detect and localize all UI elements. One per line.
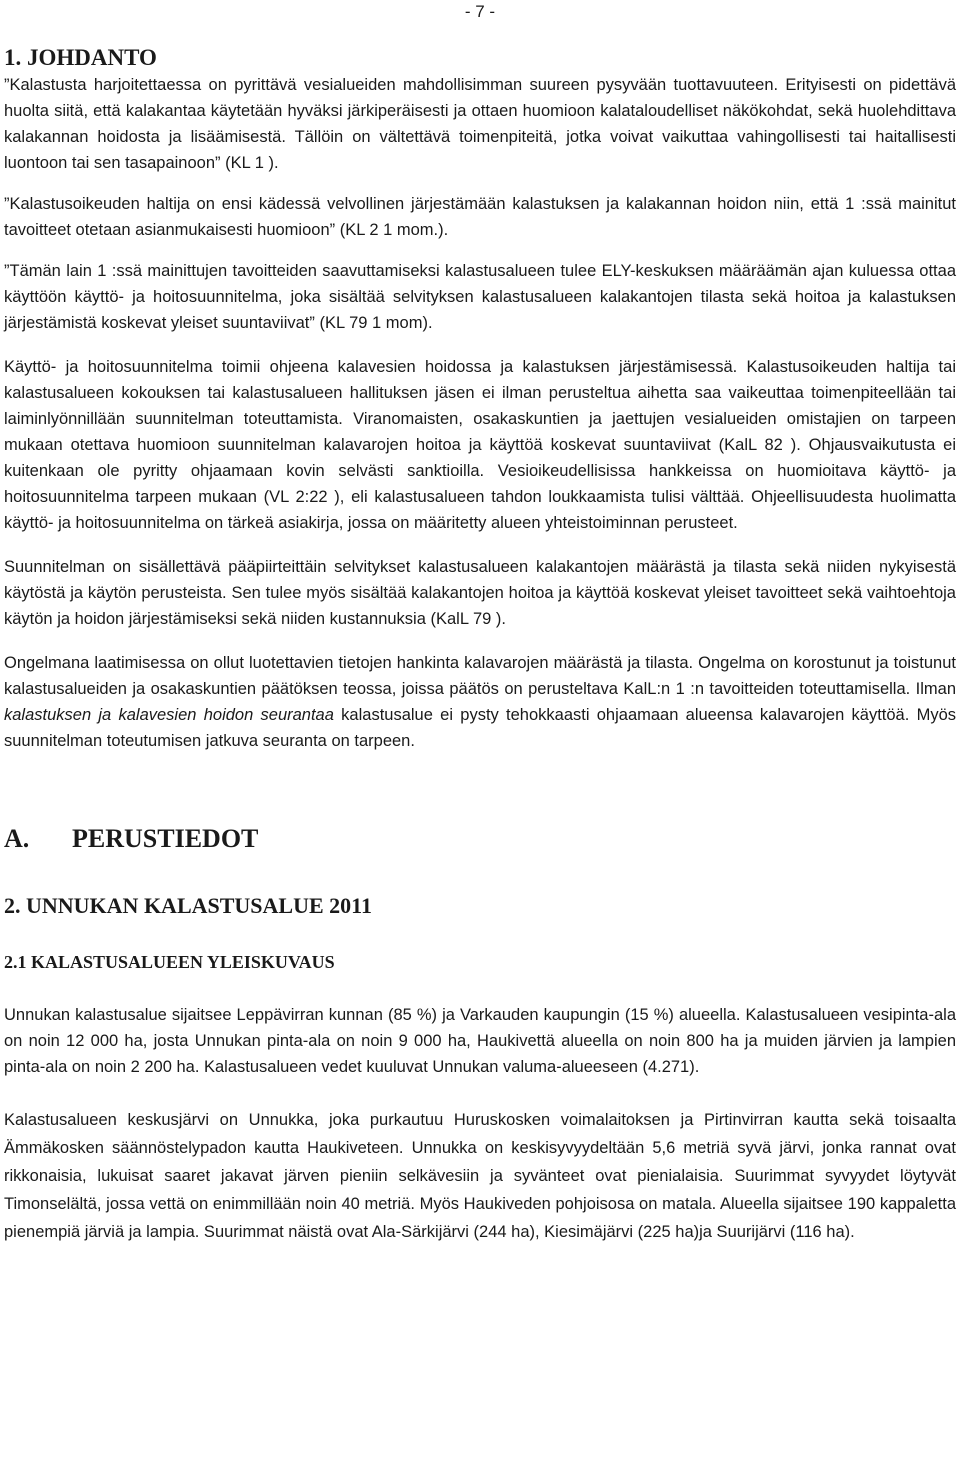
section-spacer <box>4 974 956 1002</box>
paragraph-spacer <box>4 1080 956 1106</box>
paragraph-problems-italic-phrase: kalastuksen ja kalavesien hoidon seurantaa <box>4 706 334 724</box>
document-body <box>4 44 956 1246</box>
section-heading-fishing-area: 2. UNNUKAN KALASTUSALUE 2011 <box>4 893 372 918</box>
paragraph-spacer <box>4 243 956 258</box>
paragraph-spacer <box>4 336 956 354</box>
paragraph-rights-holder-quote: ”Kalastusoikeuden haltija on ensi kädessä velvollinen järjestämään kalastuksen ja kalakannan hoidon niin, että 1 :ssä mainitut tavoitteet otetaan asianmukaisesti huomioon” (KL 2 1 mom.). <box>4 195 956 239</box>
subsection-heading-overview: 2.1 KALASTUSALUEEN YLEISKUVAUS <box>4 952 335 972</box>
paragraph-spacer <box>4 536 956 554</box>
section-spacer <box>4 920 956 950</box>
paragraph-plan-contents: Suunnitelman on sisällettävä pääpiirteittäin selvitykset kalastusalueen kalakantojen määrästä ja tilasta sekä niiden nykyisestä käytöstä ja käytön perusteista. Sen tulee myös sisältää kalakantojen hoitoa ja käyttöä koskevat yleiset tavoitteet sekä vaihtoehtoja käytön ja hoidon järjestämiseksi sekä niiden kustannuksia (KalL 79 ). <box>4 558 956 628</box>
paragraph-problems-text-end: kalastusalue ei pysty tehokkaasti ohjaamaan alueensa kalavarojen käyttöä. Myös suunnitelman toteutumisen jatkuva seuranta on tarpeen. <box>4 706 957 750</box>
part-heading-title: PERUSTIEDOT <box>72 824 259 853</box>
paragraph-spacer <box>4 176 956 191</box>
paragraph-ely-centre-quote: ”Tämän lain 1 :ssä mainittujen tavoitteiden saavuttamiseksi kalastusalueen tulee ELY-keskuksen määräämän ajan kuluessa ottaa käyttöön käyttö- ja hoitosuunnitelma, joka sisältää selvityksen kalastusalueen kalakantojen tilasta sekä hoitoa ja kalastuksen järjestämistä koskevat yleiset suuntaviivat” (KL 79 1 mom). <box>4 262 956 332</box>
page-number: - 7 - <box>464 2 496 21</box>
section-spacer <box>4 854 956 892</box>
part-heading-basic-info <box>4 824 956 854</box>
section-heading-introduction: 1. JOHDANTO <box>4 45 157 70</box>
paragraph-spacer <box>4 632 956 650</box>
paragraph-plan-guidance: Käyttö- ja hoitosuunnitelma toimii ohjeena kalavesien hoidossa ja kalastuksen järjestämisessä. Kalastusoikeuden haltija tai kalastusalueen kokouksen tai kalastusalueen hallituksen jäsen ei ilman perusteltua aihetta saa vaikeuttaa toimenpiteellään tai laiminlyönnillään suunnitelman toteuttamista. Viranomaisten, osakaskuntien ja jaettujen vesialueiden omistajien on tarpeen mukaan otettava huomioon suunnitelman kalavarojen hoitoa ja käyttöä koskevat suuntaviivat (KalL 82 ). Ohjausvaikutusta ei kuitenkaan ole pyritty ohjaamaan kovin selvästi sanktioilla. Vesioikeudellisissa hankkeissa on huomioitava käyttö- ja hoitosuunnitelma tarpeen mukaan (VL 2:22 ), eli kalastusalueen tahdon loukkaamista tulisi välttää. Ohjeellisuudesta huolimatta käyttö- ja hoitosuunnitelma on tärkeä asiakirja, jossa on määritetty alueen yhteistoiminnan perusteet. <box>4 358 956 532</box>
paragraph-central-lake: Kalastusalueen keskusjärvi on Unnukka, joka purkautuu Huruskosken voimalaitoksen ja Pirtinvirran kautta sekä toisaalta Ämmäkosken säännöstelypadon kautta Haukiveteen. Unnukka on keskisyvyydeltään 5,6 metriä syvä järvi, jonka rannat ovat rikkonaisia, lukuisat saaret jakavat järven pieniin selkävesiin ja syvänteet ovat pienialaisia. Suurimmat syvyydet löytyvät Timonselältä, jossa vettä on enimmillään noin 40 metriä. Myös Haukiveden pohjoisosa on matala. Alueella sijaitsee 190 kappaletta pienempiä järviä ja lampia. Suurimmat näistä ovat Ala-Särkijärvi (244 ha), Kiesimäjärvi (225 ha)ja Suurijärvi (116 ha). <box>4 1111 956 1241</box>
paragraph-location: Unnukan kalastusalue sijaitsee Leppävirran kunnan (85 %) ja Varkauden kaupungin (15 %) alueella. Kalastusalueen vesipinta-ala on noin 12 000 ha, josta Unnukan pinta-ala on noin 9 000 ha, Haukivettä alueella on noin 800 ha ja muiden järvien ja lampien pinta-ala on noin 2 200 ha. Kalastusalueen vedet kuuluvat Unnukan valuma-alueeseen (4.271). <box>4 1006 956 1076</box>
section-spacer <box>4 754 956 824</box>
paragraph-problems-text-start: Ongelmana laatimisessa on ollut luotettavien tietojen hankinta kalavarojen määrästä ja tilasta. Ongelma on korostunut ja toistunut kalastusalueiden ja osakaskuntien päätöksen teossa, joissa päätös on perusteltava KalL:n 1 :n tavoitteiden toteuttamisella. Ilman <box>4 654 956 698</box>
part-heading-number: A. <box>4 824 30 853</box>
paragraph-problems <box>4 650 956 754</box>
paragraph-intro-quote: ”Kalastusta harjoitettaessa on pyrittävä vesialueiden mahdollisimman suureen pysyvään tuottavuuteen. Erityisesti on pidettävä huolta siitä, että kalakantaa käytetään hyväksi järkiperäisesti ja ottaen huomioon kalataloudelliset näkökohdat, sekä huolehdittava kalakannan hoidosta ja lisäämisestä. Tällöin on vältettävä toimenpiteitä, jotka voivat vaikuttaa vahingollisesti tai haitallisesti luontoon tai sen tasapainoon” (KL 1 ). <box>4 76 956 172</box>
